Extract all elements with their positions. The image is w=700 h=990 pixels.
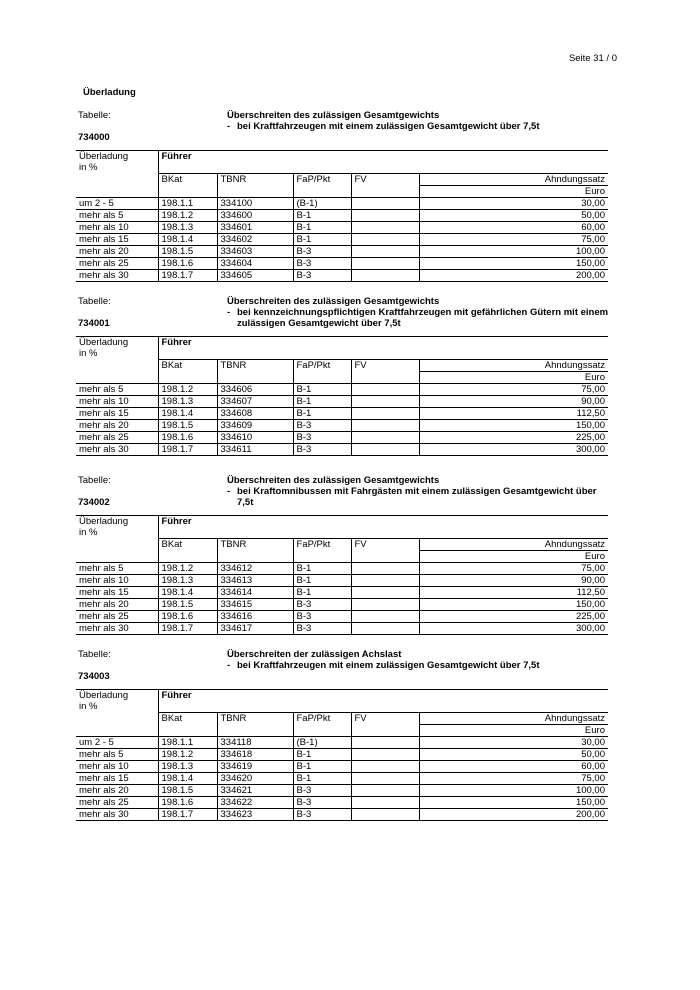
cell-tbnr: 334613 [217, 575, 293, 587]
cell-range: um 2 - 5 [76, 198, 158, 210]
cell-fap: B-3 [293, 611, 351, 623]
cell-tbnr: 334601 [217, 222, 293, 234]
table-subtitle [227, 660, 612, 671]
cell-tbnr: 334614 [217, 587, 293, 599]
cell-bkat: 198.1.4 [158, 773, 217, 785]
col-ahndung: Ahndungssatz [419, 713, 608, 725]
col-fap: FaP/Pkt [293, 174, 351, 186]
cell-range: mehr als 20 [76, 599, 158, 611]
col-tbnr: TBNR [217, 713, 293, 725]
cell-fv [351, 432, 419, 444]
cell-range: mehr als 25 [76, 258, 158, 270]
cell-bkat: 198.1.4 [158, 234, 217, 246]
col-euro: Euro [419, 372, 608, 384]
cell-amount: 75,00 [419, 563, 608, 575]
table-row [76, 785, 608, 797]
cell-amount: 75,00 [419, 384, 608, 396]
cell-tbnr: 334602 [217, 234, 293, 246]
cell-range: mehr als 15 [76, 408, 158, 420]
cell-fap: B-3 [293, 246, 351, 258]
table-row [76, 222, 608, 234]
col-fuehrer: Führer [158, 516, 608, 528]
cell-fap: B-1 [293, 384, 351, 396]
table-row [76, 749, 608, 761]
table-head-row [76, 701, 608, 713]
bullet-dash: - [227, 121, 231, 132]
cell-amount: 225,00 [419, 611, 608, 623]
page-number: Seite 31 / 0 [568, 53, 617, 64]
cell-range: mehr als 10 [76, 575, 158, 587]
col-fap: FaP/Pkt [293, 713, 351, 725]
table-head-row [76, 690, 608, 702]
table-row [76, 396, 608, 408]
table-head-row [76, 725, 608, 737]
col-tbnr: TBNR [217, 539, 293, 551]
cell-tbnr: 334603 [217, 246, 293, 258]
cell-amount: 200,00 [419, 809, 608, 821]
cell-fap: B-3 [293, 258, 351, 270]
col-in-pct: in % [76, 701, 158, 713]
table-header [76, 110, 608, 150]
table-row [76, 809, 608, 821]
cell-tbnr: 334623 [217, 809, 293, 821]
col-euro: Euro [419, 186, 608, 198]
cell-tbnr: 334604 [217, 258, 293, 270]
table-title: Überschreiten des zulässigen Gesamtgewichts [227, 475, 440, 486]
cell-bkat: 198.1.1 [158, 737, 217, 749]
cell-fap: B-3 [293, 797, 351, 809]
table-code: 734002 [78, 497, 110, 508]
cell-bkat: 198.1.7 [158, 623, 217, 635]
cell-fap: B-3 [293, 599, 351, 611]
cell-amount: 150,00 [419, 599, 608, 611]
cell-range: mehr als 10 [76, 222, 158, 234]
table-code: 734000 [78, 132, 110, 143]
table-subtitle-text: bei Kraftfahrzeugen mit einem zulässigen Gesamtgewicht über 7,5t [237, 660, 540, 671]
cell-range: mehr als 25 [76, 611, 158, 623]
cell-amount: 60,00 [419, 222, 608, 234]
cell-tbnr: 334610 [217, 432, 293, 444]
cell-tbnr: 334621 [217, 785, 293, 797]
col-tbnr: TBNR [217, 360, 293, 372]
table-row [76, 797, 608, 809]
cell-fap: B-3 [293, 809, 351, 821]
cell-fap: B-1 [293, 222, 351, 234]
cell-fv [351, 444, 419, 456]
cell-tbnr: 334605 [217, 270, 293, 282]
col-ueberladung: Überladung [76, 151, 158, 163]
table-row [76, 420, 608, 432]
col-in-pct: in % [76, 527, 158, 539]
cell-range: mehr als 20 [76, 785, 158, 797]
cell-bkat: 198.1.3 [158, 222, 217, 234]
cell-bkat: 198.1.6 [158, 432, 217, 444]
cell-tbnr: 334118 [217, 737, 293, 749]
cell-fap: B-3 [293, 444, 351, 456]
cell-bkat: 198.1.5 [158, 785, 217, 797]
cell-fv [351, 222, 419, 234]
cell-amount: 60,00 [419, 761, 608, 773]
table-header [76, 649, 608, 689]
cell-range: mehr als 25 [76, 797, 158, 809]
table-row [76, 270, 608, 282]
table-row [76, 258, 608, 270]
cell-fv [351, 270, 419, 282]
table-header [76, 475, 608, 515]
cell-fv [351, 563, 419, 575]
table-head-row [76, 162, 608, 174]
cell-fap: B-1 [293, 575, 351, 587]
table-head-row [76, 348, 608, 360]
cell-bkat: 198.1.5 [158, 246, 217, 258]
cell-fv [351, 246, 419, 258]
cell-tbnr: 334612 [217, 563, 293, 575]
table-subtitle [227, 486, 612, 508]
cell-amount: 225,00 [419, 432, 608, 444]
table-row [76, 408, 608, 420]
table-subtitle [227, 307, 612, 329]
cell-fap: B-1 [293, 210, 351, 222]
cell-bkat: 198.1.5 [158, 599, 217, 611]
cell-fv [351, 809, 419, 821]
fine-table-block [76, 110, 608, 282]
cell-fap: B-1 [293, 396, 351, 408]
cell-fap: B-3 [293, 432, 351, 444]
cell-range: mehr als 30 [76, 623, 158, 635]
cell-fv [351, 198, 419, 210]
cell-fv [351, 384, 419, 396]
table-title: Überschreiten des zulässigen Gesamtgewichts [227, 296, 440, 307]
table-row [76, 611, 608, 623]
table-row [76, 623, 608, 635]
cell-range: mehr als 20 [76, 420, 158, 432]
table-title: Überschreiten der zulässigen Achslast [227, 649, 402, 660]
cell-fap: B-1 [293, 408, 351, 420]
col-fuehrer: Führer [158, 337, 608, 349]
table-row [76, 210, 608, 222]
cell-tbnr: 334615 [217, 599, 293, 611]
col-ahndung: Ahndungssatz [419, 539, 608, 551]
col-euro: Euro [419, 725, 608, 737]
cell-bkat: 198.1.5 [158, 420, 217, 432]
col-ueberladung: Überladung [76, 690, 158, 702]
cell-fv [351, 396, 419, 408]
cell-bkat: 198.1.7 [158, 270, 217, 282]
cell-fv [351, 611, 419, 623]
bullet-dash: - [227, 660, 231, 671]
table-row [76, 432, 608, 444]
cell-fap: B-1 [293, 761, 351, 773]
col-fv: FV [351, 539, 419, 551]
cell-bkat: 198.1.7 [158, 809, 217, 821]
table-title: Überschreiten des zulässigen Gesamtgewichts [227, 110, 440, 121]
cell-tbnr: 334600 [217, 210, 293, 222]
table-row [76, 737, 608, 749]
table-subtitle-text: bei kennzeichnungspflichtigen Kraftfahrzeugen mit gefährlichen Gütern mit einem zulässigen Gesamtgewicht über 7,5t [237, 307, 609, 329]
fine-table-block [76, 475, 608, 635]
col-bkat: BKat [158, 360, 217, 372]
cell-range: mehr als 30 [76, 809, 158, 821]
cell-fap: B-3 [293, 270, 351, 282]
cell-bkat: 198.1.2 [158, 563, 217, 575]
cell-amount: 300,00 [419, 444, 608, 456]
section-title: Überladung [83, 87, 136, 98]
cell-fv [351, 623, 419, 635]
table-label: Tabelle: [78, 110, 111, 121]
cell-amount: 50,00 [419, 749, 608, 761]
cell-range: mehr als 15 [76, 234, 158, 246]
cell-fap: B-3 [293, 420, 351, 432]
cell-fv [351, 785, 419, 797]
cell-amount: 150,00 [419, 797, 608, 809]
col-bkat: BKat [158, 174, 217, 186]
cell-range: mehr als 5 [76, 384, 158, 396]
cell-bkat: 198.1.3 [158, 761, 217, 773]
cell-range: mehr als 5 [76, 563, 158, 575]
table-row [76, 198, 608, 210]
cell-tbnr: 334608 [217, 408, 293, 420]
fine-table [76, 336, 608, 456]
cell-tbnr: 334100 [217, 198, 293, 210]
cell-amount: 200,00 [419, 270, 608, 282]
cell-tbnr: 334607 [217, 396, 293, 408]
cell-bkat: 198.1.3 [158, 396, 217, 408]
cell-fap: B-3 [293, 623, 351, 635]
cell-range: mehr als 5 [76, 749, 158, 761]
cell-tbnr: 334611 [217, 444, 293, 456]
table-label: Tabelle: [78, 649, 111, 660]
cell-fv [351, 575, 419, 587]
cell-fv [351, 408, 419, 420]
cell-fv [351, 599, 419, 611]
col-ahndung: Ahndungssatz [419, 174, 608, 186]
cell-range: mehr als 15 [76, 773, 158, 785]
cell-fv [351, 797, 419, 809]
cell-bkat: 198.1.2 [158, 384, 217, 396]
cell-range: mehr als 20 [76, 246, 158, 258]
col-fv: FV [351, 713, 419, 725]
cell-amount: 100,00 [419, 246, 608, 258]
col-tbnr: TBNR [217, 174, 293, 186]
cell-bkat: 198.1.6 [158, 611, 217, 623]
table-row [76, 246, 608, 258]
table-row [76, 587, 608, 599]
table-head-row [76, 174, 608, 186]
fine-table [76, 150, 608, 282]
col-in-pct: in % [76, 348, 158, 360]
cell-fv [351, 773, 419, 785]
cell-tbnr: 334616 [217, 611, 293, 623]
cell-fap: B-1 [293, 563, 351, 575]
col-fap: FaP/Pkt [293, 360, 351, 372]
table-head-row [76, 360, 608, 372]
table-head-row [76, 337, 608, 349]
cell-tbnr: 334620 [217, 773, 293, 785]
cell-fv [351, 749, 419, 761]
col-ahndung: Ahndungssatz [419, 360, 608, 372]
cell-amount: 30,00 [419, 198, 608, 210]
cell-bkat: 198.1.6 [158, 258, 217, 270]
cell-amount: 150,00 [419, 258, 608, 270]
cell-fv [351, 587, 419, 599]
table-head-row [76, 151, 608, 163]
col-fv: FV [351, 174, 419, 186]
cell-amount: 75,00 [419, 773, 608, 785]
cell-amount: 75,00 [419, 234, 608, 246]
col-fuehrer: Führer [158, 151, 608, 163]
cell-tbnr: 334609 [217, 420, 293, 432]
cell-tbnr: 334622 [217, 797, 293, 809]
cell-fap: B-1 [293, 587, 351, 599]
table-row [76, 773, 608, 785]
cell-amount: 112,50 [419, 587, 608, 599]
table-row [76, 761, 608, 773]
table-code: 734001 [78, 318, 110, 329]
cell-fap: B-1 [293, 234, 351, 246]
cell-bkat: 198.1.6 [158, 797, 217, 809]
cell-tbnr: 334617 [217, 623, 293, 635]
bullet-dash: - [227, 307, 231, 318]
cell-fv [351, 737, 419, 749]
cell-bkat: 198.1.1 [158, 198, 217, 210]
fine-table-block [76, 296, 608, 456]
table-row [76, 234, 608, 246]
cell-range: mehr als 25 [76, 432, 158, 444]
table-row [76, 444, 608, 456]
table-head-row [76, 527, 608, 539]
table-row [76, 384, 608, 396]
cell-fap: B-1 [293, 749, 351, 761]
table-label: Tabelle: [78, 475, 111, 486]
cell-fap: (B-1) [293, 198, 351, 210]
table-head-row [76, 372, 608, 384]
col-ueberladung: Überladung [76, 337, 158, 349]
col-fuehrer: Führer [158, 690, 608, 702]
cell-tbnr: 334618 [217, 749, 293, 761]
cell-fv [351, 210, 419, 222]
cell-range: mehr als 10 [76, 761, 158, 773]
bullet-dash: - [227, 486, 231, 497]
col-ueberladung: Überladung [76, 516, 158, 528]
cell-amount: 100,00 [419, 785, 608, 797]
table-subtitle-text: bei Kraftfahrzeugen mit einem zulässigen Gesamtgewicht über 7,5t [237, 121, 540, 132]
cell-range: um 2 - 5 [76, 737, 158, 749]
col-bkat: BKat [158, 539, 217, 551]
cell-fv [351, 258, 419, 270]
table-label: Tabelle: [78, 296, 111, 307]
table-head-row [76, 516, 608, 528]
table-row [76, 575, 608, 587]
cell-bkat: 198.1.7 [158, 444, 217, 456]
table-head-row [76, 539, 608, 551]
cell-fv [351, 234, 419, 246]
table-code: 734003 [78, 671, 110, 682]
cell-range: mehr als 30 [76, 270, 158, 282]
col-in-pct: in % [76, 162, 158, 174]
table-subtitle [227, 121, 612, 132]
col-fv: FV [351, 360, 419, 372]
table-row [76, 563, 608, 575]
cell-bkat: 198.1.4 [158, 587, 217, 599]
cell-amount: 90,00 [419, 396, 608, 408]
cell-range: mehr als 10 [76, 396, 158, 408]
cell-fap: B-3 [293, 785, 351, 797]
cell-amount: 112,50 [419, 408, 608, 420]
cell-fv [351, 761, 419, 773]
cell-range: mehr als 5 [76, 210, 158, 222]
table-header [76, 296, 608, 336]
cell-fap: (B-1) [293, 737, 351, 749]
cell-range: mehr als 30 [76, 444, 158, 456]
table-head-row [76, 713, 608, 725]
cell-tbnr: 334606 [217, 384, 293, 396]
cell-amount: 150,00 [419, 420, 608, 432]
table-head-row [76, 551, 608, 563]
col-euro: Euro [419, 551, 608, 563]
cell-bkat: 198.1.4 [158, 408, 217, 420]
cell-bkat: 198.1.2 [158, 749, 217, 761]
table-head-row [76, 186, 608, 198]
cell-range: mehr als 15 [76, 587, 158, 599]
table-subtitle-text: bei Kraftomnibussen mit Fahrgästen mit einem zulässigen Gesamtgewicht über 7,5t [237, 486, 597, 508]
cell-tbnr: 334619 [217, 761, 293, 773]
fine-table [76, 515, 608, 635]
col-bkat: BKat [158, 713, 217, 725]
cell-amount: 90,00 [419, 575, 608, 587]
cell-fv [351, 420, 419, 432]
table-row [76, 599, 608, 611]
cell-amount: 300,00 [419, 623, 608, 635]
cell-amount: 50,00 [419, 210, 608, 222]
cell-bkat: 198.1.3 [158, 575, 217, 587]
col-fap: FaP/Pkt [293, 539, 351, 551]
fine-table [76, 689, 608, 821]
cell-fap: B-1 [293, 773, 351, 785]
cell-bkat: 198.1.2 [158, 210, 217, 222]
fine-table-block [76, 649, 608, 821]
cell-amount: 30,00 [419, 737, 608, 749]
